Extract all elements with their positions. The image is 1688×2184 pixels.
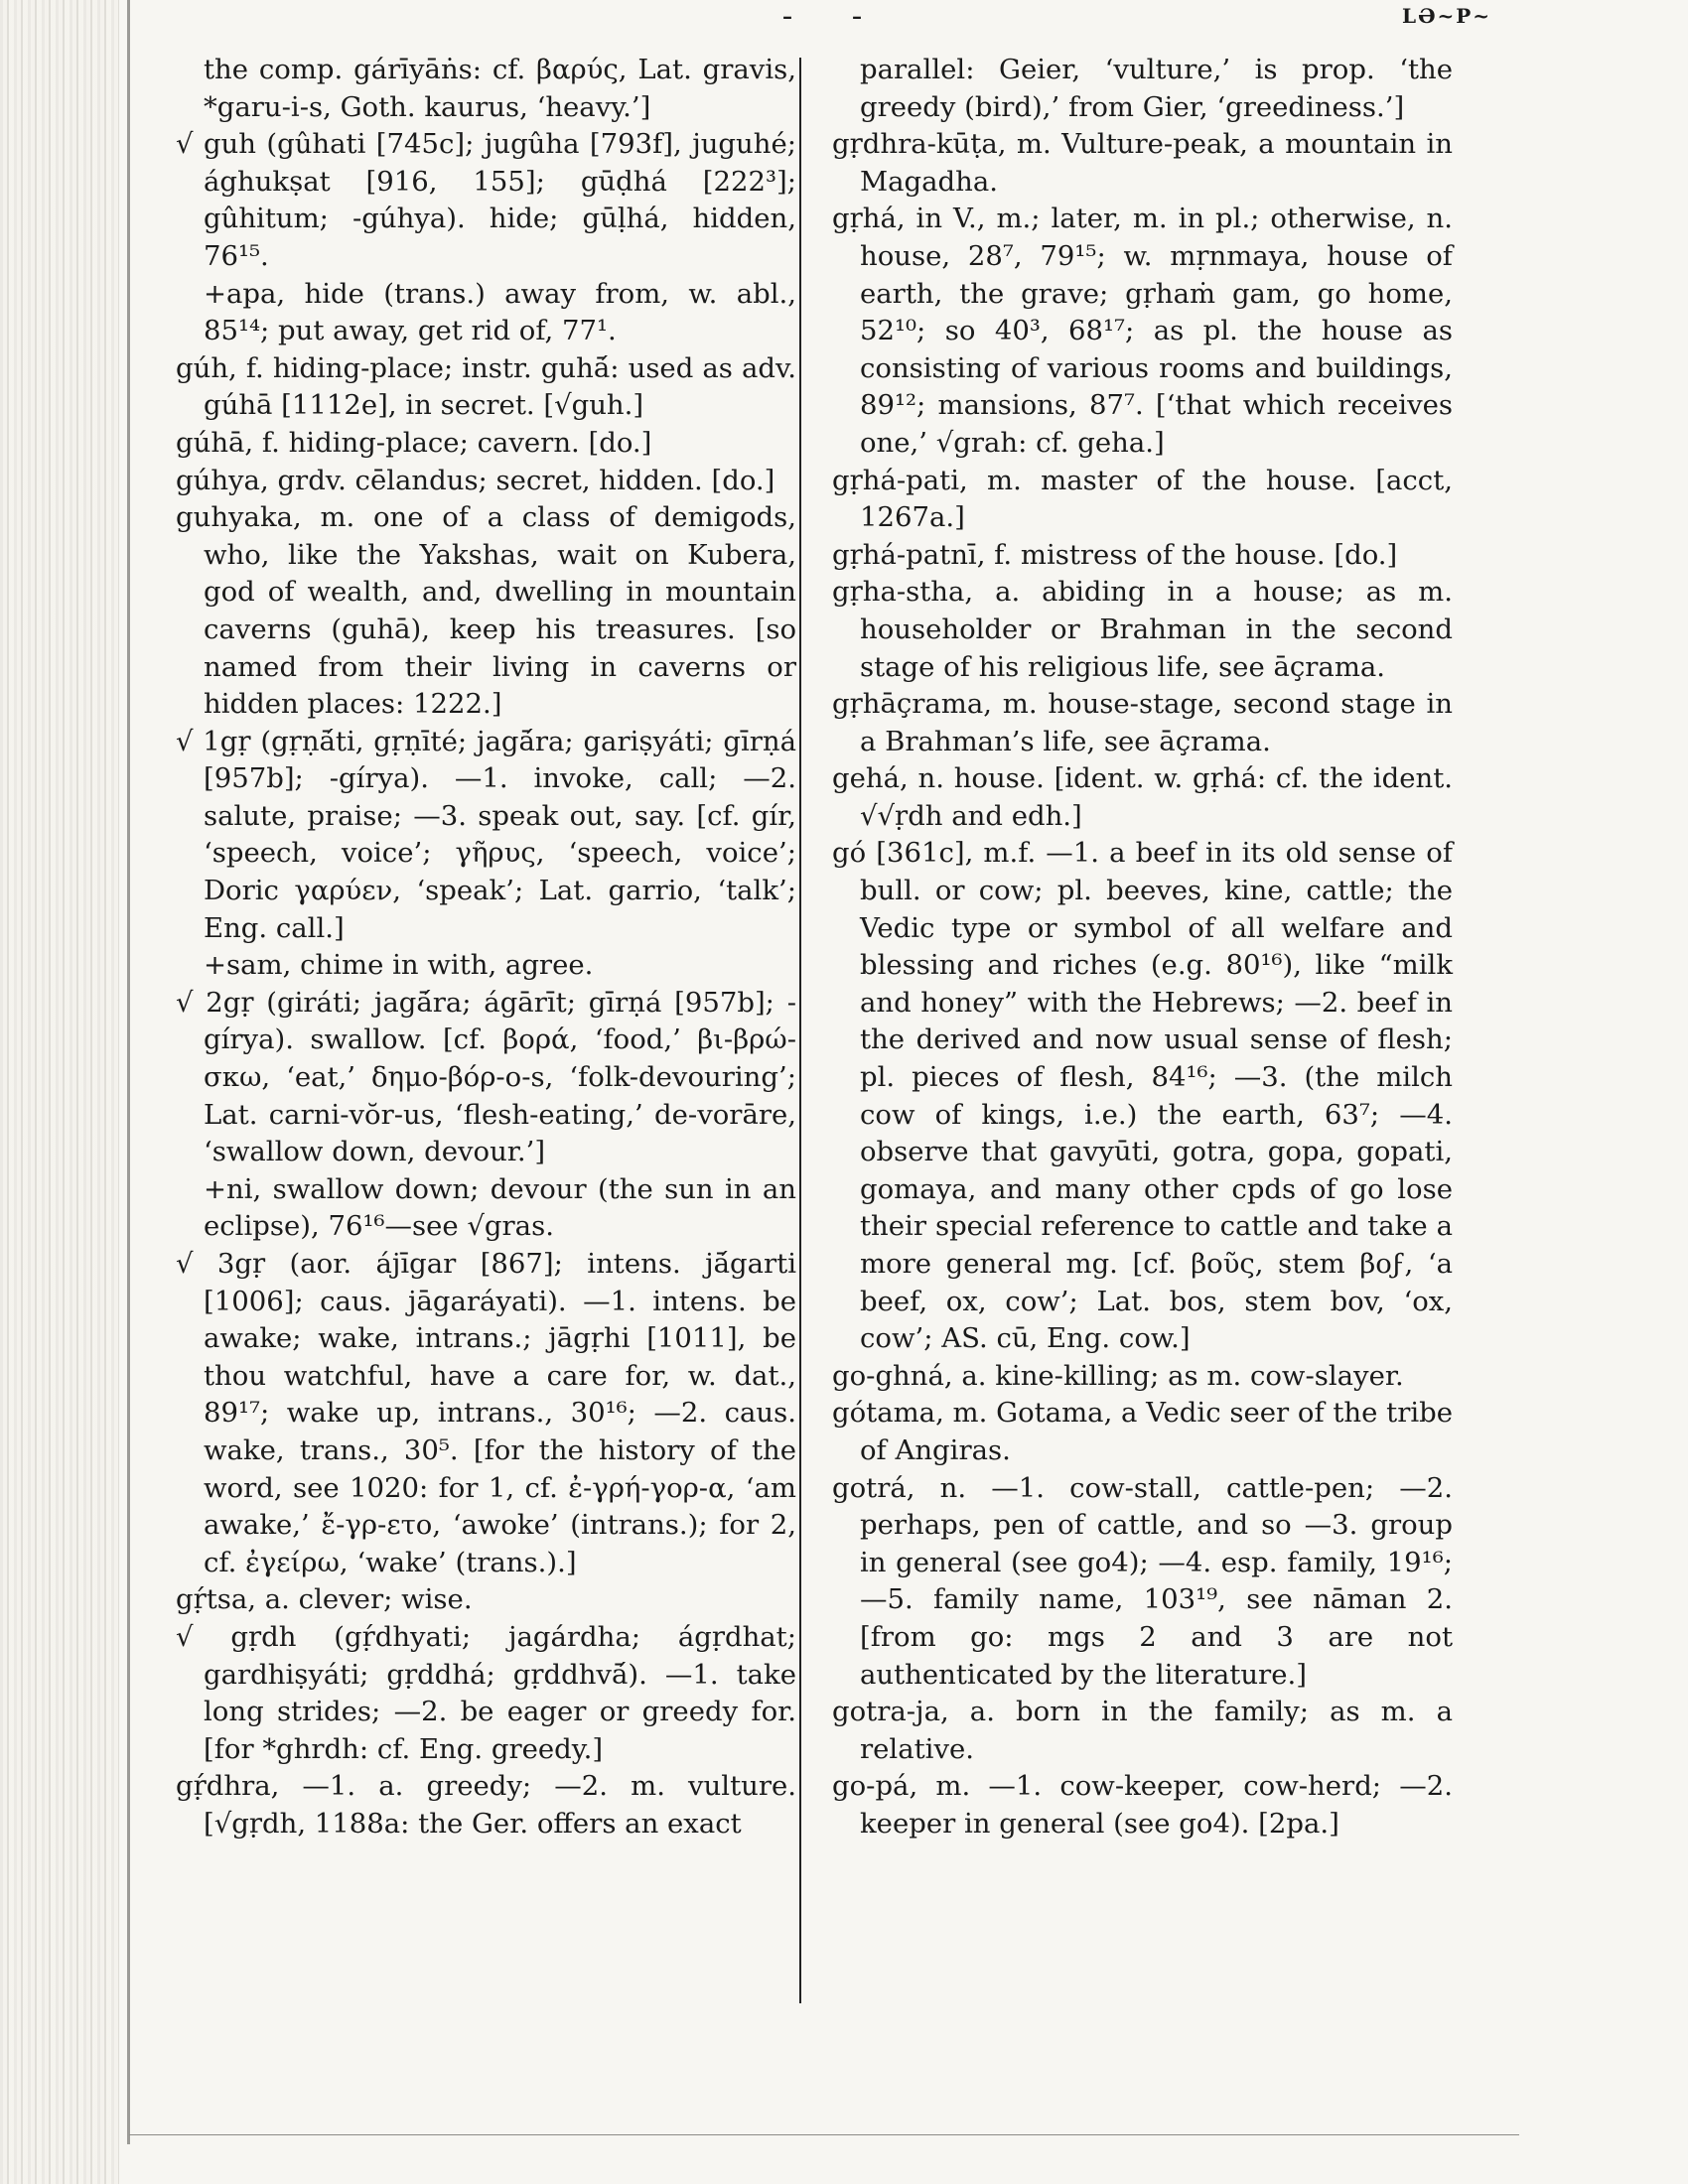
- entry-gotraja: gotra-ja, a. born in the family; as m. a relative.: [832, 1696, 1453, 1765]
- entry-guha: gúhā, f. hiding-place; cavern. [do.]: [176, 426, 652, 459]
- right-column: [832, 52, 1453, 1843]
- entry-grdhra: gṛ́dhra, —1. a. greedy; —2. m. vulture. [√gṛdh, 1188a: the Ger. offers an exact: [176, 1770, 796, 1840]
- page-mark-mid: –: [852, 4, 864, 28]
- entry-gr2-ni: +ni, swallow down; devour (the sun in an eclipse), 76¹⁶—see √gras.: [204, 1172, 796, 1243]
- entry-grtsa: gṛ́tsa, a. clever; wise.: [176, 1583, 473, 1616]
- left-column: [176, 52, 796, 1843]
- entry-grhapati: gṛhá-pati, m. master of the house. [acct, 1267a.]: [832, 464, 1453, 534]
- entry-goghna: go-ghná, a. kine-killing; as m. cow-slayer.: [832, 1359, 1404, 1392]
- entry-gr1: √ 1gṛ (gṛṇā́ti, gṛṇīté; jagā́ra; gariṣyáti; gīrṇá [957b]; -gírya). —1. invoke, call; —2. salute, praise; —3. speak out, say. [cf. gír, ‘speech, voice’; γῆρυς, ‘speech, voice’; Doric γαρύεν, ‘speak’; Lat. garrio, ‘talk’; Eng. call.]: [176, 725, 796, 944]
- entry-guh: √ guh (gûhati [745c]; jugûha [793f], juguhé; ághukṣat [916, 155]; gūḍhá [222³]; gûhitum; -gúhya). hide; gūḷhá, hidden, 76¹⁵.: [176, 128, 796, 272]
- entry-grha: gṛhá, in V., m.; later, m. in pl.; otherwise, n. house, 28⁷, 79¹⁵; w. mṛnmaya, house of earth, the grave; gṛhaṁ gam, go home, 52¹⁰; so 40³, 68¹⁷; as pl. the house as consisting of various rooms and buildings, 89¹²; mansions, 87⁷. [‘that which receives one,’ √grah: cf. geha.]: [832, 203, 1453, 459]
- bottom-rule: [129, 2134, 1519, 2135]
- entry-garu-continued: the comp. gárīyāṅs: cf. βαρύς, Lat. gravis, *garu-i-s, Goth. kaurus, ‘heavy.’]: [204, 54, 796, 123]
- entry-grhapatni: gṛhá-patnī, f. mistress of the house. [do.]: [832, 538, 1398, 571]
- entry-geha: gehá, n. house. [ident. w. gṛhá: cf. the ident. √√ṛdh and edh.]: [832, 762, 1453, 832]
- entry-gr2: √ 2gṛ (giráti; jagā́ra; ágārīt; gīrṇá [957b]; -gírya). swallow. [cf. βορά, ‘food,’ βι-βρώ-σκω, ‘eat,’ δημο-βόρ-ο-s, ‘folk-devouring’; Lat. carni-vŏr-us, ‘flesh-eating,’ de-vorāre, ‘swallow down, devour.’]: [176, 986, 796, 1168]
- entry-grhastha: gṛha-stha, a. abiding in a house; as m. householder or Brahman in the second stage of his religious life, see āçrama.: [832, 576, 1453, 683]
- entry-grdhra-continued: parallel: Geier, ‘vulture,’ is prop. ‘the greedy (bird),’ from Gier, ‘greediness.’]: [860, 54, 1453, 123]
- column-divider: [799, 58, 801, 2003]
- entry-gotama: gótama, m. Gotama, a Vedic seer of the tribe of Angiras.: [832, 1397, 1454, 1466]
- entry-guh-noun: gúh, f. hiding-place; instr. guhā́: used as adv. gúhā [1112e], in secret. [√guh.]: [176, 351, 796, 422]
- binding-edge: [127, 0, 130, 2144]
- entry-guhya: gúhya, grdv. cēlandus; secret, hidden. [do.]: [176, 464, 775, 496]
- entry-gr3: √ 3gṛ (aor. ájīgar [867]; intens. jā́garti [1006]; caus. jāgaráyati). —1. intens. be awake; wake, intrans.; jāgṛhi [1011], be thou watchful, have a care for, w. dat., 89¹⁷; wake up, intrans., 30¹⁶; —2. caus. wake, trans., 30⁵. [for the history of the word, see 1020: for 1, cf. ἐ-γρή-γορ-α, ‘am awake,’ ἔ-γρ-ετο, ‘awoke’ (intrans.); for 2, cf. ἐγείρω, ‘wake’ (trans.).]: [176, 1248, 796, 1578]
- entry-grdh: √ gṛdh (gṛ́dhyati; jagárdha; ágṛdhat; gardhiṣyáti; gṛddhá; gṛddhvā́). —1. take long strides; —2. be eager or greedy for. [for *ghrdh: cf. Eng. greedy.]: [176, 1620, 796, 1765]
- page-header-mark: LƏ~P~: [1402, 4, 1492, 28]
- page-mark-left: –: [782, 4, 794, 28]
- scan-gutter: [0, 0, 119, 2184]
- entry-gr1-sam: +sam, chime in with, agree.: [204, 949, 594, 982]
- entry-gotra: gotrá, n. —1. cow-stall, cattle-pen; —2. perhaps, pen of cattle, and so —3. group in general (see go4); —4. esp. family, 19¹⁶; —5. family name, 103¹⁹, see nāman 2. [from go: mgs 2 and 3 are not authenticated by the literature.]: [832, 1471, 1453, 1691]
- entry-go: gó [361c], m.f. —1. a beef in its old sense of bull. or cow; pl. beeves, kine, cattle; the Vedic type or symbol of all welfare and blessing and riches (e.g. 80¹⁶), like “milk and honey” with the Hebrews; —2. beef in the derived and now usual sense of flesh; pl. pieces of flesh, 84¹⁶; —3. (the milch cow of kings, i.e.) the earth, 63⁷; —4. observe that gavyūti, gotra, gopa, gopati, gomaya, and many other cpds of go lose their special reference to cattle and take a more general mg. [cf. βοῦς, stem βoϝ, ‘a beef, ox, cow’; Lat. bos, stem bov, ‘ox, cow’; AS. cū, Eng. cow.]: [832, 837, 1453, 1355]
- entry-gopa: go-pá, m. —1. cow-keeper, cow-herd; —2. keeper in general (see go4). [2pa.]: [832, 1770, 1453, 1840]
- entry-grhashrama: gṛhāçrama, m. house-stage, second stage in a Brahman’s life, see āçrama.: [832, 688, 1453, 757]
- entry-grdhrakuta: gṛdhra-kūṭa, m. Vulture-peak, a mountain in Magadha.: [832, 128, 1453, 198]
- entry-guhyaka: guhyaka, m. one of a class of demigods, who, like the Yakshas, wait on Kubera, god of wealth, and, dwelling in mountain caverns (guhā), keep his treasures. [so named from their living in caverns or hidden places: 1222.]: [176, 501, 796, 721]
- entry-guh-apa: +apa, hide (trans.) away from, w. abl., 85¹⁴; put away, get rid of, 77¹.: [204, 277, 796, 347]
